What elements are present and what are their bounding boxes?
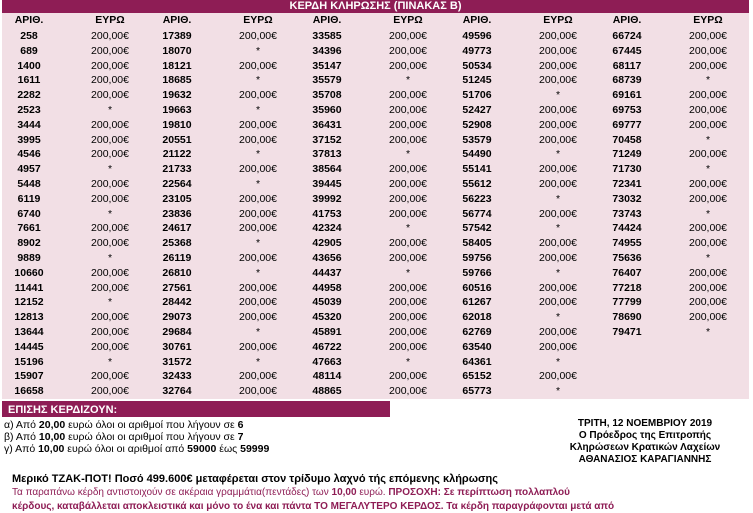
prize-amount: 200,00€	[91, 89, 129, 102]
prize-amount: 200,00€	[689, 178, 727, 190]
winning-number: 6740	[17, 207, 41, 220]
winning-number: 20551	[162, 133, 192, 146]
winning-number: 68739	[612, 74, 642, 87]
winning-number: 70458	[612, 133, 642, 146]
prize-amount: 200,00€	[91, 44, 129, 57]
winning-number: 63540	[462, 340, 492, 353]
winning-number: 26119	[162, 252, 192, 264]
winning-number: 65773	[462, 385, 492, 398]
column-header-amount: ΕΥΡΩ	[95, 14, 125, 26]
prize-amount: 200,00€	[689, 237, 727, 250]
prize-amount: 200,00€	[91, 311, 129, 324]
winning-number: 8902	[17, 237, 41, 250]
winning-number: 42905	[312, 237, 342, 250]
prize-amount: *	[555, 192, 561, 205]
prize-amount: 200,00€	[389, 237, 427, 250]
winning-number: 73032	[612, 192, 642, 205]
signature-line-2: Κληρώσεων Κρατικών Λαχείων	[569, 442, 721, 453]
winning-number: 15196	[14, 355, 44, 368]
column-header-number: ΑΡΙΘ.	[612, 14, 642, 26]
winning-number: 45891	[312, 326, 342, 338]
column-header-amount: ΕΥΡΩ	[393, 14, 423, 26]
winning-number: 39445	[312, 178, 342, 190]
winning-number: 53579	[462, 133, 492, 146]
prize-amount: *	[405, 266, 411, 279]
winning-number: 69753	[612, 104, 642, 116]
winning-number: 19632	[162, 89, 192, 102]
prize-amount: *	[705, 163, 711, 176]
winning-number: 59766	[462, 266, 492, 279]
winning-number: 18070	[162, 44, 192, 57]
results-banner: ΚΕΡΔΗ ΚΛΗΡΩΣΗΣ (ΠΙΝΑΚΑΣ Β)	[2, 0, 749, 13]
prize-amount: 200,00€	[389, 192, 427, 205]
prize-amount: 200,00€	[689, 89, 727, 102]
winning-number: 46722	[312, 340, 342, 353]
prize-amount: *	[555, 89, 561, 102]
prize-amount: *	[405, 222, 411, 235]
prize-amount: 200,00€	[239, 385, 277, 398]
winning-number: 35579	[312, 74, 342, 87]
winning-number: 2282	[17, 89, 41, 102]
prize-amount: 200,00€	[91, 59, 129, 72]
prize-amount: 200,00€	[539, 281, 577, 294]
prize-amount: *	[107, 207, 113, 220]
winning-number: 52427	[462, 104, 492, 116]
prize-amount: 200,00€	[91, 222, 129, 235]
winning-number: 3995	[17, 133, 41, 146]
also-win-title: ΕΠΙΣΗΣ ΚΕΡΔΙΖΟΥΝ:	[2, 404, 390, 417]
winning-number: 27561	[162, 281, 192, 294]
winning-number: 38564	[312, 163, 342, 176]
prize-amount: 200,00€	[389, 326, 427, 338]
winning-number: 69777	[612, 118, 642, 131]
winning-number: 21733	[162, 163, 192, 176]
prize-amount: 200,00€	[539, 296, 577, 309]
prize-amount: 200,00€	[539, 118, 577, 131]
prize-amount: *	[705, 252, 711, 264]
winning-number: 31572	[162, 355, 192, 368]
winning-number: 1400	[17, 59, 41, 72]
prize-amount: *	[255, 74, 261, 87]
winning-number: 54490	[462, 148, 492, 161]
prize-amount: *	[705, 133, 711, 146]
winning-number: 16658	[14, 385, 44, 398]
prize-amount: 200,00€	[539, 370, 577, 383]
winning-number: 34396	[312, 44, 342, 57]
prize-amount: 200,00€	[239, 222, 277, 235]
prize-amount: 200,00€	[389, 252, 427, 264]
winning-number: 55612	[462, 178, 492, 190]
winning-number: 58405	[462, 237, 492, 250]
also-win-line-c: γ) Από 10,00 ευρώ όλοι οι αριθμοί από 59000 έως 59999	[4, 443, 270, 455]
prize-amount: *	[405, 355, 411, 368]
prize-amount: 200,00€	[389, 118, 427, 131]
prize-amount: 200,00€	[389, 370, 427, 383]
winning-number: 76407	[612, 266, 642, 279]
prize-amount: 200,00€	[539, 59, 577, 72]
winning-number: 64361	[462, 355, 492, 368]
winning-number: 3444	[17, 118, 41, 131]
winning-number: 48114	[312, 370, 342, 383]
winning-number: 36431	[312, 118, 342, 131]
winning-number: 62018	[462, 311, 492, 324]
winning-number: 73743	[612, 207, 642, 220]
winning-number: 62769	[462, 326, 492, 338]
prize-amount: 200,00€	[539, 178, 577, 190]
column-header-amount: ΕΥΡΩ	[693, 14, 723, 26]
column-header-amount: ΕΥΡΩ	[543, 14, 573, 26]
winning-number: 29073	[162, 311, 192, 324]
winning-number: 23836	[162, 207, 192, 220]
prize-amount: 200,00€	[539, 44, 577, 57]
also-win-line-a: α) Από 20,00 ευρώ όλοι οι αριθμοί που λήγουν σε 6	[4, 419, 244, 431]
prize-amount: 200,00€	[91, 340, 129, 353]
winning-number: 45039	[312, 296, 342, 309]
winning-number: 35708	[312, 89, 342, 102]
prize-amount: 200,00€	[91, 326, 129, 338]
winning-number: 78690	[612, 311, 642, 324]
prize-amount: 200,00€	[539, 237, 577, 250]
prize-amount: 200,00€	[239, 370, 277, 383]
winning-number: 24617	[162, 222, 192, 235]
signatory-name: ΑΘΑΝΑΣΙΟΣ ΚΑΡΑΓΙΑΝΝΗΣ	[578, 454, 712, 465]
winning-number: 28442	[162, 296, 192, 309]
jackpot-notice: Μερικό ΤΖΑΚ-ΠΟΤ! Ποσό 499.600€ μεταφέρεται στον τρίδυμο λαχνό τής επόμενης κλήρωσης	[12, 473, 498, 485]
prize-amount: 200,00€	[239, 311, 277, 324]
draw-date: ΤΡΙΤΗ, 12 ΝΟΕΜΒΡΙΟΥ 2019	[577, 418, 713, 429]
prize-amount: *	[555, 266, 561, 279]
prize-amount: 200,00€	[389, 44, 427, 57]
winning-number: 49596	[462, 30, 492, 42]
winning-number: 75636	[612, 252, 642, 264]
prize-amount: 200,00€	[239, 163, 277, 176]
winning-number: 4957	[17, 163, 41, 176]
winning-number: 66724	[612, 30, 642, 42]
prize-amount: *	[255, 104, 261, 116]
prize-amount: 200,00€	[389, 89, 427, 102]
prize-amount: 200,00€	[689, 222, 727, 235]
prize-amount: 200,00€	[389, 178, 427, 190]
prize-amount: *	[255, 178, 261, 190]
winning-number: 41753	[312, 207, 342, 220]
prize-amount: *	[255, 266, 261, 279]
winning-number: 6119	[17, 192, 41, 205]
prize-amount: 200,00€	[239, 89, 277, 102]
prize-amount: 200,00€	[91, 237, 129, 250]
winning-number: 74955	[612, 237, 642, 250]
prize-amount: *	[555, 148, 561, 161]
winning-number: 44437	[312, 266, 342, 279]
winning-number: 42324	[312, 222, 342, 235]
winning-number: 77218	[612, 281, 642, 294]
prize-amount: 200,00€	[389, 340, 427, 353]
prize-amount: *	[255, 355, 261, 368]
winning-number: 12152	[14, 296, 44, 309]
prize-amount: 200,00€	[239, 207, 277, 220]
prize-amount: 200,00€	[389, 207, 427, 220]
winning-number: 39992	[312, 192, 342, 205]
winning-number: 12813	[14, 311, 44, 324]
winning-number: 35147	[312, 59, 342, 72]
winning-number: 48865	[312, 385, 342, 398]
prize-amount: 200,00€	[389, 104, 427, 116]
winning-number: 51245	[462, 74, 492, 87]
winning-number: 55141	[462, 163, 492, 176]
winning-number: 9889	[17, 252, 41, 264]
winning-number: 21122	[162, 148, 192, 161]
winning-number: 18121	[162, 59, 192, 72]
prize-amount: *	[107, 252, 113, 264]
winning-number: 52908	[462, 118, 492, 131]
prize-amount: 200,00€	[239, 252, 277, 264]
prize-amount: 200,00€	[389, 163, 427, 176]
prize-amount: *	[255, 148, 261, 161]
winning-number: 30761	[162, 340, 192, 353]
prize-amount: *	[255, 326, 261, 338]
prize-amount: 200,00€	[389, 59, 427, 72]
winning-number: 77799	[612, 296, 642, 309]
prize-amount: *	[555, 355, 561, 368]
prize-amount: 200,00€	[539, 104, 577, 116]
prize-amount: 200,00€	[689, 266, 727, 279]
winning-number: 60516	[462, 281, 492, 294]
winning-number: 13644	[14, 326, 44, 338]
prize-amount: 200,00€	[91, 281, 129, 294]
column-header-number: ΑΡΙΘ.	[162, 14, 192, 26]
winning-number: 2523	[17, 104, 41, 116]
prize-amount: *	[405, 74, 411, 87]
winning-number: 22564	[162, 178, 192, 190]
also-win-line-b: β) Από 10,00 ευρώ όλοι οι αριθμοί που λήγουν σε 7	[4, 431, 244, 443]
prize-amount: 200,00€	[539, 133, 577, 146]
winning-number: 7661	[17, 222, 41, 235]
winning-number: 32764	[162, 385, 192, 398]
prize-amount: 200,00€	[239, 30, 277, 42]
winning-number: 19810	[162, 118, 192, 131]
prize-amount: *	[705, 207, 711, 220]
winning-number: 37152	[312, 133, 342, 146]
prize-amount: 200,00€	[91, 370, 129, 383]
column-header-number: ΑΡΙΘ.	[14, 14, 44, 26]
winning-number: 69161	[612, 89, 642, 102]
prize-amount: 200,00€	[91, 148, 129, 161]
prize-amount: 200,00€	[689, 118, 727, 131]
prize-amount: 200,00€	[689, 30, 727, 42]
winning-number: 29684	[162, 326, 192, 338]
prize-amount: 200,00€	[539, 252, 577, 264]
prize-amount: *	[107, 296, 113, 309]
prize-amount: *	[107, 163, 113, 176]
winning-number: 56774	[462, 207, 492, 220]
prize-amount: 200,00€	[389, 281, 427, 294]
winning-number: 258	[20, 30, 38, 42]
prize-amount: *	[255, 44, 261, 57]
winning-number: 47663	[312, 355, 342, 368]
results-table	[2, 13, 749, 399]
winning-number: 72341	[612, 178, 642, 190]
winning-number: 689	[20, 44, 38, 57]
winning-number: 35960	[312, 104, 342, 116]
prize-amount: 200,00€	[389, 311, 427, 324]
winning-number: 37813	[312, 148, 342, 161]
winning-number: 49773	[462, 44, 492, 57]
prize-amount: 200,00€	[239, 281, 277, 294]
prize-amount: 200,00€	[239, 59, 277, 72]
prize-amount: 200,00€	[539, 30, 577, 42]
prize-amount: 200,00€	[539, 326, 577, 338]
winning-number: 51706	[462, 89, 492, 102]
prize-amount: 200,00€	[91, 192, 129, 205]
prize-amount: 200,00€	[689, 104, 727, 116]
winning-number: 71249	[612, 148, 642, 161]
winning-number: 14445	[14, 340, 44, 353]
prize-amount: 200,00€	[389, 385, 427, 398]
winning-number: 50534	[462, 59, 492, 72]
winning-number: 23105	[162, 192, 192, 205]
winning-number: 57542	[462, 222, 492, 235]
prize-amount: *	[107, 104, 113, 116]
prize-amount: 200,00€	[239, 118, 277, 131]
prize-amount: *	[107, 355, 113, 368]
column-header-amount: ΕΥΡΩ	[243, 14, 273, 26]
prize-amount: 200,00€	[689, 44, 727, 57]
prize-amount: 200,00€	[91, 118, 129, 131]
prize-amount: 200,00€	[91, 74, 129, 87]
prize-amount: *	[555, 385, 561, 398]
prize-amount: 200,00€	[689, 296, 727, 309]
winning-number: 44958	[312, 281, 342, 294]
prize-amount: 200,00€	[91, 266, 129, 279]
winning-number: 79471	[612, 326, 642, 338]
prize-amount: 200,00€	[689, 148, 727, 161]
prize-amount: 200,00€	[91, 133, 129, 146]
winning-number: 32433	[162, 370, 192, 383]
prize-amount: *	[555, 311, 561, 324]
prize-amount: 200,00€	[539, 340, 577, 353]
winning-number: 74424	[612, 222, 642, 235]
prize-amount: 200,00€	[239, 340, 277, 353]
prize-amount: 200,00€	[91, 385, 129, 398]
winning-number: 68117	[612, 59, 642, 72]
prize-amount: 200,00€	[239, 192, 277, 205]
winning-number: 67445	[612, 44, 642, 57]
prize-amount: 200,00€	[689, 192, 727, 205]
winning-number: 5448	[17, 178, 41, 190]
prize-note: Τα παραπάνω κέρδη αντιστοιχούν σε ακέραια γραμμάτια(πεντάδες) των 10,00 ευρώ. ΠΡΟΣΟΧΗ: Σε περίπτωση πολλαπλού	[12, 487, 570, 498]
prize-amount: 200,00€	[689, 311, 727, 324]
prize-amount: 200,00€	[539, 207, 577, 220]
prize-note-line-2: κέρδους, καταβάλλεται αποκλειστικά και μόνο το ένα και πάντα ΤΟ ΜΕΓΑΛΥΤΕΡΟ ΚΕΡΔΟΣ. Τα κέρδη παραγράφονται μετά από	[12, 501, 615, 512]
prize-amount: 200,00€	[689, 59, 727, 72]
winning-number: 10660	[14, 266, 44, 279]
prize-amount: 200,00€	[389, 30, 427, 42]
prize-amount: *	[555, 222, 561, 235]
prize-amount: *	[705, 74, 711, 87]
prize-amount: *	[705, 326, 711, 338]
winning-number: 18685	[162, 74, 192, 87]
prize-amount: 200,00€	[389, 296, 427, 309]
winning-number: 56223	[462, 192, 492, 205]
prize-amount: 200,00€	[539, 163, 577, 176]
prize-amount: 200,00€	[239, 133, 277, 146]
winning-number: 19663	[162, 104, 192, 116]
winning-number: 1611	[17, 74, 41, 87]
winning-number: 45320	[312, 311, 342, 324]
prize-amount: 200,00€	[689, 281, 727, 294]
prize-amount: 200,00€	[389, 133, 427, 146]
winning-number: 65152	[462, 370, 492, 383]
winning-number: 17389	[162, 30, 192, 42]
winning-number: 26810	[162, 266, 192, 279]
column-header-number: ΑΡΙΘ.	[312, 14, 342, 26]
winning-number: 59756	[462, 252, 492, 264]
winning-number: 15907	[14, 370, 44, 383]
winning-number: 71730	[612, 163, 642, 176]
winning-number: 25368	[162, 237, 192, 250]
winning-number: 4546	[17, 148, 41, 161]
prize-amount: 200,00€	[91, 178, 129, 190]
winning-number: 43656	[312, 252, 342, 264]
column-header-number: ΑΡΙΘ.	[462, 14, 492, 26]
signature-line-1: Ο Πρόεδρος της Επιτροπής	[578, 430, 712, 441]
winning-number: 11441	[14, 281, 44, 294]
prize-amount: 200,00€	[91, 30, 129, 42]
prize-amount: *	[255, 237, 261, 250]
prize-amount: 200,00€	[239, 296, 277, 309]
winning-number: 61267	[462, 296, 492, 309]
winning-number: 33585	[312, 30, 342, 42]
prize-amount: *	[405, 148, 411, 161]
prize-amount: 200,00€	[539, 74, 577, 87]
